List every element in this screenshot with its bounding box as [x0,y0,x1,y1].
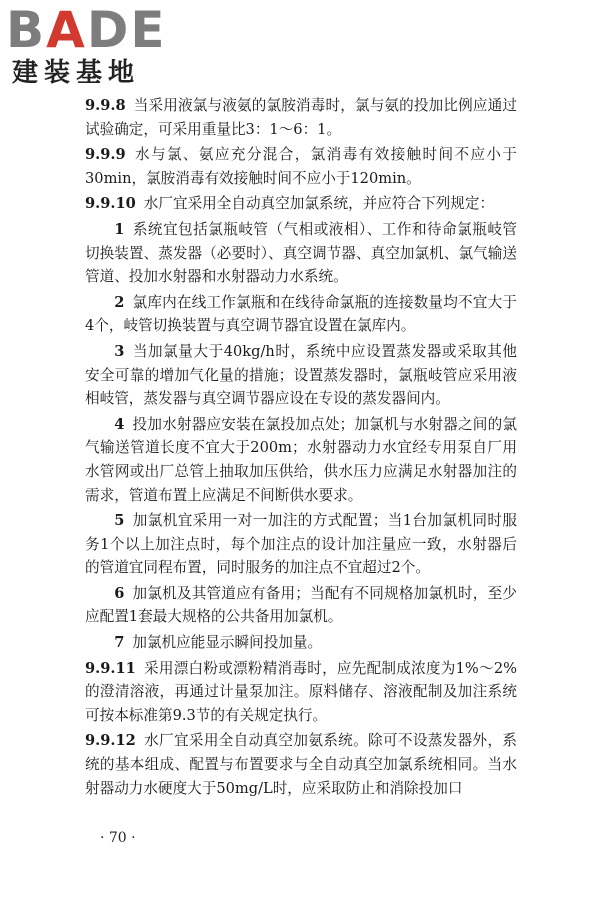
logo-wordmark: BADE [6,1,167,59]
clause-number: 9.9.10 [85,195,136,213]
clause-9-9-8 [85,94,517,141]
document-body [85,94,517,802]
clause-text: 水厂宜采用全自动真空加氯系统，并应符合下列规定： [143,195,495,213]
list-item [85,509,517,580]
item-number: 7 [114,634,125,652]
item-number: 4 [114,415,125,433]
list-item [85,218,517,289]
item-text: 加氯机及其管道应有备用；当配有不同规格加氯机时，至少应配置1套最大规格的公共备用加氯机。 [85,584,517,626]
item-text: 加氯机宜采用一对一加注的方式配置；当1台加氯机同时服务1个以上加注点时，每个加注点的设计加注量应一致，水射器后的管道宜同程布置，同时服务的加注点不宜超过2个。 [85,512,517,577]
item-text: 投加水射器应安装在氯投加点处；加氯机与水射器之间的氯气输送管道长度不宜大于200m；水射器动力水宜经专用泵自厂用水管网或出厂总管上抽取加压供给，供水压力应满足水射器加注的需求，管道布置上应满足不间断供水要求。 [85,415,517,504]
clause-text: 采用漂白粉或漂粉精消毒时，应先配制成浓度为1%～2%的澄清溶液，再通过计量泵加注。原料储存、溶液配制及加注系统可按本标准第9.3节的有关规定执行。 [85,659,517,724]
item-text: 当加氯量大于40kg/h时，系统中应设置蒸发器或采取其他安全可靠的增加气化量的措施；设置蒸发器时，氯瓶岐管应采用液相岐管，蒸发器与真空调节器应设在专设的蒸发器间内。 [85,342,517,408]
item-number: 5 [114,512,125,530]
clause-9-9-11 [85,657,517,728]
list-item [85,413,517,507]
clause-number: 9.9.8 [85,97,126,114]
item-number: 3 [114,342,125,360]
clause-9-9-10 [85,192,517,216]
item-number: 6 [114,584,125,602]
clause-text: 水与氯、氨应充分混合，氯消毒有效接触时间不应小于30min，氯胺消毒有效接触时间不应小于120min。 [85,146,517,187]
logo-subtitle: 建装基地 [12,58,141,88]
item-text: 系统宜包括氯瓶岐管（气相或液相）、工作和待命氯瓶岐管切换装置、蒸发器（必要时）、真空调节器、真空加氯机、氯气输送管道、投加水射器和水射器动力水系统。 [85,220,517,286]
item-text: 氯库内在线工作氯瓶和在线待命氯瓶的连接数量均不宜大于4个，岐管切换装置与真空调节器宜设置在氯库内。 [85,293,517,335]
list-item [85,340,517,411]
list-item [85,291,517,338]
list-item [85,631,517,655]
item-number: 2 [114,293,125,311]
clause-number: 9.9.11 [85,659,136,677]
page-number: · 70 · [100,830,136,846]
clause-9-9-12 [85,729,517,800]
clause-text: 当采用液氯与液氨的氯胺消毒时，氯与氨的投加比例应通过试验确定，可采用重量比3：1～6：1。 [85,97,517,138]
clause-number: 9.9.9 [85,146,126,164]
clause-9-9-9 [85,143,517,190]
item-number: 1 [114,220,125,238]
list-item [85,582,517,629]
item-text: 加氯机应能显示瞬间投加量。 [132,634,323,652]
logo [6,1,176,94]
clause-text: 水厂宜采用全自动真空加氨系统。除可不设蒸发器外，系统的基本组成、配置与布置要求与全自动真空加氯系统相同。当水射器动力水硬度大于50mg/L时，应采取防止和消除投加口 [85,732,517,797]
clause-number: 9.9.12 [85,732,136,750]
